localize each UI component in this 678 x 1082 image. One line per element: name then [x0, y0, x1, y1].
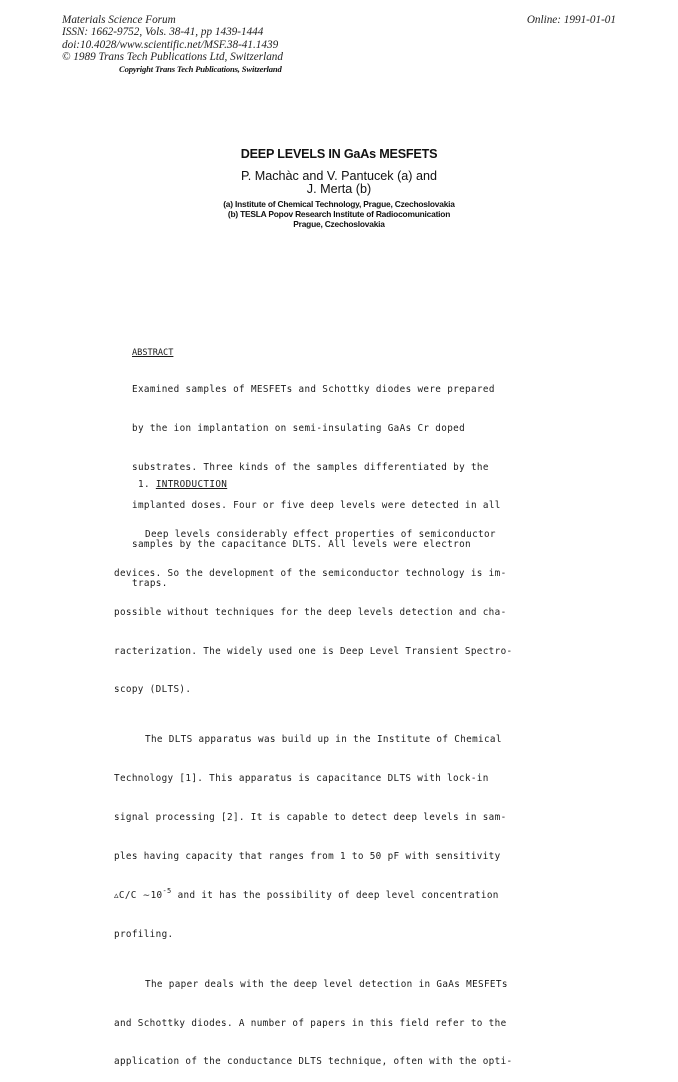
- affiliation-a: (a) Institute of Chemical Technology, Prague, Czechoslovakia: [223, 199, 455, 209]
- delta-symbol: ▵: [114, 890, 119, 901]
- paper-title: DEEP LEVELS IN GaAs MESFETS: [240, 147, 438, 161]
- affiliation-b: (b) TESLA Popov Research Institute of Radiocomunication: [227, 209, 451, 219]
- authors-line-2: J. Merta (b): [306, 182, 372, 196]
- body-line: racterization. The widely used one is Deep Level Transient Spectro-: [114, 645, 513, 657]
- body-line: profiling.: [114, 928, 174, 940]
- body-line: scopy (DLTS).: [114, 684, 192, 696]
- body-line: signal processing [2]. It is capable to detect deep levels in sam-: [114, 812, 507, 824]
- doi-line: doi:10.4028/www.scientific.net/MSF.38-41.1439: [62, 38, 279, 51]
- affiliation-b-city: Prague, Czechoslovakia: [293, 219, 385, 229]
- journal-name: Materials Science Forum: [62, 14, 176, 26]
- issn-line: ISSN: 1662-9752, Vols. 38-41, pp 1439-1444: [62, 26, 264, 39]
- section-number: 1.: [138, 479, 156, 490]
- body-line: Deep levels considerably effect properties of semiconductor: [145, 528, 496, 540]
- abstract-line: by the ion implantation on semi-insulating GaAs Cr doped: [132, 422, 466, 434]
- body-line: possible without techniques for the deep levels detection and cha-: [114, 606, 507, 618]
- title-block: [0, 147, 678, 229]
- sensitivity-rest: and it has the possibility of deep level concentration: [171, 889, 499, 901]
- introduction-heading: [114, 477, 512, 494]
- abstract-heading: ABSTRACT: [132, 348, 174, 358]
- power-base: 10: [150, 889, 163, 901]
- online-date: Online: 1991-01-01: [526, 14, 616, 26]
- authors-line-1: P. Machàc and V. Pantucek (a) and: [240, 169, 438, 183]
- citation-header: [62, 14, 283, 63]
- approx-symbol: ∼: [142, 890, 151, 901]
- abstract-line: substrates. Three kinds of the samples differentiated by the: [132, 461, 489, 473]
- ratio-text: C/C: [118, 889, 143, 901]
- abstract-line: implanted doses. Four or five deep levels were detected in all: [132, 500, 501, 512]
- body-line: The paper deals with the deep level detection in GaAs MESFETs: [145, 978, 508, 990]
- power-exponent: -5: [162, 886, 172, 895]
- abstract-line: Examined samples of MESFETs and Schottky diodes were prepared: [132, 384, 495, 395]
- body-line: Technology [1]. This apparatus is capacitance DLTS with lock-in: [114, 773, 489, 785]
- body-line: devices. So the development of the semiconductor technology is im-: [114, 567, 507, 579]
- sensitivity-line: [114, 888, 512, 905]
- abstract-line: traps.: [132, 577, 168, 589]
- abstract-line: samples by the capacitance DLTS. All levels were electron: [132, 539, 471, 551]
- body-line: ples having capacity that ranges from 1 to 50 pF with sensitivity: [114, 851, 501, 863]
- body-line: application of the conductance DLTS technique, often with the opti-: [114, 1056, 513, 1068]
- introduction-section: [114, 455, 512, 1082]
- body-line: and Schottky diodes. A number of papers in this field refer to the: [114, 1017, 507, 1029]
- section-title: INTRODUCTION: [155, 479, 228, 490]
- publisher-stamp: Copyright Trans Tech Publications, Switzerland: [119, 64, 282, 74]
- copyright-line: © 1989 Trans Tech Publications Ltd, Switzerland: [62, 50, 283, 63]
- body-line: The DLTS apparatus was build up in the Institute of Chemical: [145, 734, 502, 746]
